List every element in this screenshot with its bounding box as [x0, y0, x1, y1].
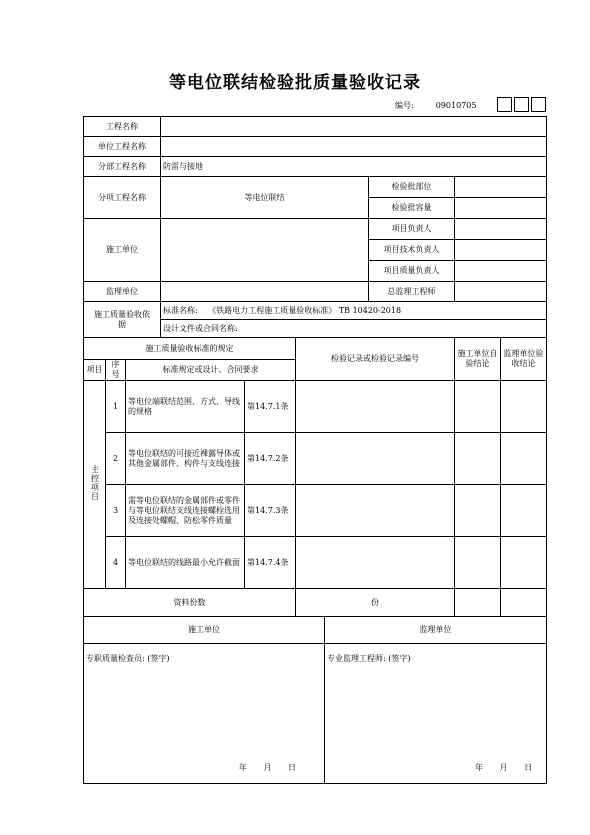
- item-construction-result[interactable]: [455, 485, 501, 537]
- quality-leader-label: 项目质量负责人: [369, 261, 455, 282]
- docs-count-label: 资料份数: [84, 589, 296, 617]
- supervision-unit-field[interactable]: [161, 282, 369, 302]
- code-box[interactable]: [514, 97, 529, 112]
- inspection-capacity-label: 检验批容量: [369, 198, 455, 219]
- item-construction-result[interactable]: [455, 537, 501, 589]
- month-label: 月: [499, 763, 508, 772]
- standard-name-label: 标准名称:: [163, 305, 198, 315]
- sub-project-name-value[interactable]: 防雷与接地: [161, 157, 547, 177]
- item-seq: 1: [106, 381, 126, 433]
- code-boxes: [497, 97, 548, 112]
- supervision-result-text: 监理单位验收结论: [503, 349, 544, 368]
- code-value: 09010705: [435, 100, 477, 110]
- page-title: 等电位联结检验批质量验收记录: [169, 73, 421, 93]
- supervision-sign-label: 专业监理工程师: (签字): [327, 654, 411, 663]
- inspection-part-field[interactable]: [455, 177, 547, 198]
- item-project-name-label: 分项工程名称: [84, 177, 161, 219]
- docs-supervision-field[interactable]: [501, 589, 547, 617]
- item-seq: 2: [106, 433, 126, 485]
- standard-name-value: 《铁路电力工程施工质量验收标准》 TB 10420-2018: [208, 305, 402, 315]
- main-items-text: 主控项目: [90, 465, 100, 501]
- item-requirement: 等电位端联结范围、方式、导线的规格: [126, 381, 245, 433]
- code-box[interactable]: [497, 97, 512, 112]
- item-clause: 第14.7.2条: [245, 433, 296, 485]
- item-clause: 第14.7.4条: [245, 537, 296, 589]
- year-label: 年: [238, 763, 247, 772]
- acceptance-basis-label: [84, 302, 161, 338]
- sub-project-name-label: 分部工程名称: [84, 157, 161, 177]
- footer-supervision-unit: 监理单位: [325, 617, 547, 644]
- record-header: 检验记录或检验记录编号: [296, 338, 455, 381]
- project-name-label: 工程名称: [84, 117, 161, 137]
- item-project-name-value[interactable]: 等电位联结: [161, 177, 369, 219]
- docs-count-unit[interactable]: 份: [296, 589, 455, 617]
- year-label: 年: [475, 763, 483, 772]
- seq-header: 序号: [106, 360, 126, 381]
- item-seq: 4: [106, 537, 126, 589]
- item-supervision-result[interactable]: [501, 537, 547, 589]
- item-clause: 第14.7.1条: [245, 381, 296, 433]
- record-code: [395, 97, 476, 113]
- item-seq: 3: [106, 485, 126, 537]
- day-label: 日: [288, 763, 297, 772]
- unit-project-name-label: 单位工程名称: [84, 137, 161, 157]
- item-header: 项目: [84, 360, 106, 381]
- item-record-field[interactable]: [296, 433, 455, 485]
- project-name-field[interactable]: [161, 117, 547, 137]
- item-clause: 第14.7.3条: [245, 485, 296, 537]
- item-construction-result[interactable]: [455, 433, 501, 485]
- item-construction-result[interactable]: [455, 381, 501, 433]
- std-req-header: 标准规定或设计、合同要求: [126, 360, 296, 381]
- item-supervision-result[interactable]: [501, 381, 547, 433]
- construction-sign-cell[interactable]: [84, 644, 325, 784]
- item-supervision-result[interactable]: [501, 433, 547, 485]
- unit-project-name-field[interactable]: [161, 137, 547, 157]
- item-record-field[interactable]: [296, 537, 455, 589]
- tech-leader-field[interactable]: [455, 240, 547, 261]
- construction-unit-field[interactable]: [161, 219, 369, 282]
- main-items-label: [84, 381, 106, 589]
- chief-supervisor-label: 总监理工程师: [369, 282, 455, 302]
- project-leader-field[interactable]: [455, 219, 547, 240]
- chief-supervisor-field[interactable]: [455, 282, 547, 302]
- item-requirement: 需等电位联结的金属部件或零件与等电位联结支线连接螺栓选用及连接处螺帽、防松零件质量: [126, 485, 245, 537]
- month-label: 月: [263, 763, 272, 772]
- quality-leader-field[interactable]: [455, 261, 547, 282]
- tech-leader-label: 项目技术负责人: [369, 240, 455, 261]
- inspection-form: [83, 116, 547, 784]
- code-box[interactable]: [531, 97, 546, 112]
- item-record-field[interactable]: [296, 485, 455, 537]
- project-leader-label: 项目负责人: [369, 219, 455, 240]
- construction-result-header: [455, 338, 501, 381]
- item-supervision-result[interactable]: [501, 485, 547, 537]
- item-requirement: 等电位联结的线路最小允许截面: [126, 537, 245, 589]
- day-label: 日: [524, 763, 533, 772]
- standard-name-row: [161, 302, 547, 320]
- construction-sign-label: 专职质量检查员: (签字): [86, 654, 170, 663]
- supervision-result-header: [501, 338, 547, 381]
- item-requirement: 等电位联结的可接近裸露导体或其他金属部件、构件与支线连接: [126, 433, 245, 485]
- inspection-part-label: 检验批部位: [369, 177, 455, 198]
- supervision-sign-cell[interactable]: [325, 644, 547, 784]
- docs-construction-field[interactable]: [455, 589, 501, 617]
- construction-result-text: 施工单位自验结论: [457, 349, 498, 368]
- item-record-field[interactable]: [296, 381, 455, 433]
- design-docs-label[interactable]: 设计文件或合同名称:: [161, 320, 547, 338]
- inspection-capacity-field[interactable]: [455, 198, 547, 219]
- construction-date: [239, 763, 296, 773]
- acceptance-basis-text: 施工质量验收依据: [94, 309, 150, 329]
- footer-construction-unit: 施工单位: [84, 617, 325, 644]
- supervision-date: [475, 763, 532, 773]
- std-spec-header: 施工质量验收标准的规定: [84, 338, 296, 360]
- code-label: 编号:: [395, 100, 414, 110]
- construction-unit-label: 施工单位: [84, 219, 161, 282]
- supervision-unit-label: 监理单位: [84, 282, 161, 302]
